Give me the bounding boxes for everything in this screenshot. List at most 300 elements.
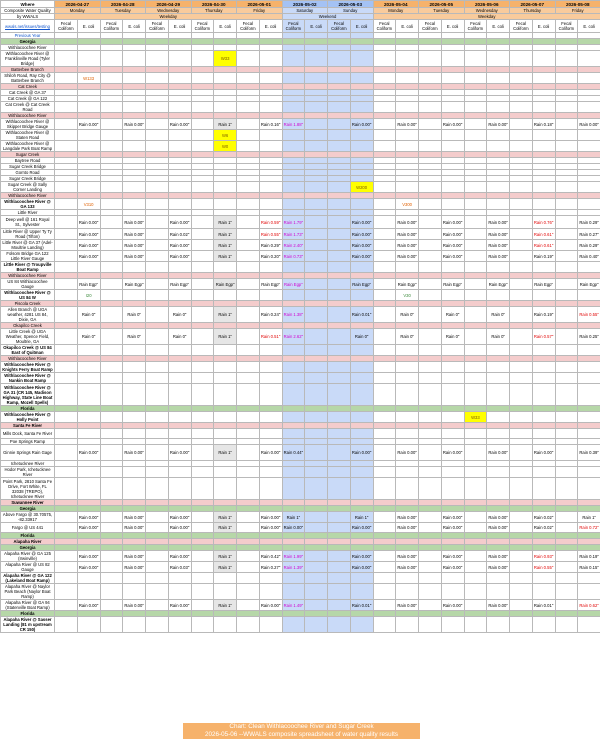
data-cell[interactable] xyxy=(555,216,578,229)
rain-cell[interactable]: Rain 0.29" xyxy=(578,216,600,229)
rain-cell[interactable]: Rain 0.19" xyxy=(578,551,600,562)
rain-cell[interactable]: Rain 0.42" xyxy=(259,551,282,562)
data-cell[interactable] xyxy=(487,467,510,478)
data-cell[interactable] xyxy=(305,523,328,533)
data-cell[interactable] xyxy=(55,51,78,67)
data-cell[interactable] xyxy=(532,384,555,406)
data-cell[interactable] xyxy=(532,429,555,439)
rain-cell[interactable]: Rain 0.00" xyxy=(396,229,419,240)
data-cell[interactable] xyxy=(396,182,419,193)
data-cell[interactable] xyxy=(123,130,146,141)
data-cell[interactable] xyxy=(100,600,123,611)
data-cell[interactable] xyxy=(191,384,214,406)
data-cell[interactable] xyxy=(168,362,191,373)
rain-cell[interactable]: Rain 1" xyxy=(578,512,600,523)
rain-cell[interactable]: Rain 0.00" xyxy=(532,445,555,461)
data-cell[interactable] xyxy=(55,262,78,273)
data-cell[interactable] xyxy=(168,73,191,84)
sample-result-cell[interactable]: W200 xyxy=(350,182,373,193)
data-cell[interactable] xyxy=(464,73,487,84)
data-cell[interactable] xyxy=(510,279,533,290)
data-cell[interactable] xyxy=(259,130,282,141)
rain-cell[interactable]: Rain 0.00" xyxy=(123,512,146,523)
rain-cell[interactable]: Rain 0.00" xyxy=(123,119,146,130)
data-cell[interactable] xyxy=(55,445,78,461)
data-cell[interactable] xyxy=(100,384,123,406)
data-cell[interactable] xyxy=(373,584,396,600)
rain-cell[interactable]: Rain 0.15" xyxy=(578,562,600,573)
data-cell[interactable] xyxy=(532,141,555,152)
data-cell[interactable] xyxy=(373,445,396,461)
data-cell[interactable] xyxy=(396,262,419,273)
data-cell[interactable] xyxy=(123,478,146,500)
data-cell[interactable] xyxy=(305,251,328,262)
data-cell[interactable] xyxy=(305,445,328,461)
rain-cell[interactable]: Rain 0.72" xyxy=(578,523,600,533)
data-cell[interactable] xyxy=(464,290,487,301)
rain-cell[interactable]: Rain 0.39" xyxy=(578,445,600,461)
data-cell[interactable] xyxy=(350,384,373,406)
data-cell[interactable] xyxy=(237,600,260,611)
data-cell[interactable] xyxy=(100,290,123,301)
data-cell[interactable] xyxy=(237,229,260,240)
data-cell[interactable] xyxy=(464,141,487,152)
rain-cell[interactable]: Rain 0.00" xyxy=(396,251,419,262)
data-cell[interactable] xyxy=(419,130,442,141)
data-cell[interactable] xyxy=(214,73,237,84)
data-cell[interactable] xyxy=(305,130,328,141)
data-cell[interactable] xyxy=(123,51,146,67)
rain-cell[interactable]: Rain 0.00" xyxy=(441,512,464,523)
data-cell[interactable] xyxy=(123,373,146,384)
data-cell[interactable] xyxy=(237,73,260,84)
rain-cell[interactable]: Rain 0.24" xyxy=(259,307,282,323)
rain-cell[interactable]: Rain 0.00" xyxy=(396,523,419,533)
data-cell[interactable] xyxy=(373,384,396,406)
data-cell[interactable] xyxy=(555,384,578,406)
data-cell[interactable] xyxy=(168,412,191,423)
data-cell[interactable] xyxy=(532,51,555,67)
data-cell[interactable] xyxy=(237,290,260,301)
data-cell[interactable] xyxy=(555,345,578,356)
data-cell[interactable] xyxy=(373,373,396,384)
data-cell[interactable] xyxy=(555,73,578,84)
rain-cell[interactable]: Rain 1" xyxy=(214,240,237,251)
data-cell[interactable] xyxy=(237,329,260,345)
data-cell[interactable] xyxy=(305,412,328,423)
data-cell[interactable] xyxy=(419,240,442,251)
rain-cell[interactable]: Rain 0.00" xyxy=(259,600,282,611)
data-cell[interactable] xyxy=(510,229,533,240)
data-cell[interactable] xyxy=(55,251,78,262)
data-cell[interactable] xyxy=(510,478,533,500)
data-cell[interactable] xyxy=(373,523,396,533)
data-cell[interactable] xyxy=(578,199,600,210)
data-cell[interactable] xyxy=(146,600,169,611)
data-cell[interactable] xyxy=(259,345,282,356)
rain-cell[interactable]: Rain 1.39" xyxy=(282,562,305,573)
rain-cell[interactable]: Rain 0.93" xyxy=(532,551,555,562)
data-cell[interactable] xyxy=(464,467,487,478)
rain-cell[interactable]: Rain 1" xyxy=(282,512,305,523)
data-cell[interactable] xyxy=(487,262,510,273)
rain-cell[interactable]: Rain 0.00" xyxy=(350,240,373,251)
data-cell[interactable] xyxy=(259,141,282,152)
data-cell[interactable] xyxy=(55,73,78,84)
data-cell[interactable] xyxy=(305,262,328,273)
data-cell[interactable] xyxy=(259,467,282,478)
data-cell[interactable] xyxy=(191,467,214,478)
data-cell[interactable] xyxy=(464,279,487,290)
data-cell[interactable] xyxy=(578,573,600,584)
data-cell[interactable] xyxy=(100,573,123,584)
data-cell[interactable] xyxy=(237,51,260,67)
data-cell[interactable] xyxy=(305,384,328,406)
data-cell[interactable] xyxy=(191,262,214,273)
rain-cell[interactable]: Rain 1" xyxy=(214,512,237,523)
rain-cell[interactable]: Rain 0.00" xyxy=(441,551,464,562)
data-cell[interactable] xyxy=(328,279,351,290)
data-cell[interactable] xyxy=(328,478,351,500)
data-cell[interactable] xyxy=(578,102,600,113)
data-cell[interactable] xyxy=(464,240,487,251)
data-cell[interactable] xyxy=(464,262,487,273)
rain-cell[interactable]: Rain Egp" xyxy=(487,279,510,290)
data-cell[interactable] xyxy=(419,251,442,262)
data-cell[interactable] xyxy=(146,130,169,141)
data-cell[interactable] xyxy=(191,102,214,113)
rain-cell[interactable]: Rain 0.25" xyxy=(578,329,600,345)
data-cell[interactable] xyxy=(532,345,555,356)
rain-cell[interactable]: Rain 0.00" xyxy=(441,240,464,251)
data-cell[interactable] xyxy=(305,562,328,573)
data-cell[interactable] xyxy=(464,523,487,533)
rain-cell[interactable]: Rain 0.00" xyxy=(350,216,373,229)
data-cell[interactable] xyxy=(464,362,487,373)
data-cell[interactable] xyxy=(464,562,487,573)
data-cell[interactable] xyxy=(487,584,510,600)
data-cell[interactable] xyxy=(396,384,419,406)
data-cell[interactable] xyxy=(464,384,487,406)
data-cell[interactable] xyxy=(237,307,260,323)
date-header[interactable]: 2026-04-28 xyxy=(100,1,146,8)
data-cell[interactable] xyxy=(350,345,373,356)
data-cell[interactable] xyxy=(441,373,464,384)
data-cell[interactable] xyxy=(555,562,578,573)
rain-cell[interactable]: Rain 0.00" xyxy=(441,523,464,533)
data-cell[interactable] xyxy=(419,102,442,113)
data-cell[interactable] xyxy=(373,412,396,423)
data-cell[interactable] xyxy=(555,584,578,600)
data-cell[interactable] xyxy=(168,617,191,633)
data-cell[interactable] xyxy=(55,307,78,323)
data-cell[interactable] xyxy=(328,130,351,141)
date-header[interactable]: 2026-04-27 xyxy=(55,1,101,8)
data-cell[interactable] xyxy=(396,73,419,84)
data-cell[interactable] xyxy=(100,467,123,478)
data-cell[interactable] xyxy=(396,51,419,67)
rain-cell[interactable]: Rain 0.00" xyxy=(396,119,419,130)
data-cell[interactable] xyxy=(578,412,600,423)
rain-cell[interactable]: Rain 0.00" xyxy=(396,551,419,562)
date-header[interactable]: 2026-05-02 xyxy=(282,1,328,8)
rain-cell[interactable]: Rain 0.00" xyxy=(259,445,282,461)
data-cell[interactable] xyxy=(146,73,169,84)
data-cell[interactable] xyxy=(464,119,487,130)
data-cell[interactable] xyxy=(55,182,78,193)
data-cell[interactable] xyxy=(77,384,100,406)
rain-cell[interactable]: Rain 0.00" xyxy=(396,216,419,229)
data-cell[interactable] xyxy=(305,573,328,584)
data-cell[interactable] xyxy=(191,290,214,301)
data-cell[interactable] xyxy=(419,216,442,229)
rain-cell[interactable]: Rain 0.00" xyxy=(77,551,100,562)
data-cell[interactable] xyxy=(396,429,419,439)
rain-cell[interactable]: Rain 0.00" xyxy=(77,240,100,251)
data-cell[interactable] xyxy=(305,345,328,356)
data-cell[interactable] xyxy=(282,290,305,301)
data-cell[interactable] xyxy=(373,573,396,584)
data-cell[interactable] xyxy=(419,562,442,573)
data-cell[interactable] xyxy=(578,51,600,67)
rain-cell[interactable]: Rain Egp" xyxy=(396,279,419,290)
data-cell[interactable] xyxy=(191,362,214,373)
data-cell[interactable] xyxy=(100,216,123,229)
data-cell[interactable] xyxy=(55,412,78,423)
data-cell[interactable] xyxy=(146,562,169,573)
data-cell[interactable] xyxy=(191,584,214,600)
data-cell[interactable] xyxy=(419,290,442,301)
data-cell[interactable] xyxy=(555,523,578,533)
data-cell[interactable] xyxy=(419,182,442,193)
data-cell[interactable] xyxy=(305,229,328,240)
data-cell[interactable] xyxy=(419,478,442,500)
data-cell[interactable] xyxy=(237,384,260,406)
rain-cell[interactable]: Rain 0.19" xyxy=(532,307,555,323)
data-cell[interactable] xyxy=(464,551,487,562)
sample-result-cell[interactable]: W6 xyxy=(214,130,237,141)
data-cell[interactable] xyxy=(328,73,351,84)
rain-cell[interactable]: Rain 0.18" xyxy=(532,119,555,130)
rain-cell[interactable]: Rain 2.40" xyxy=(282,240,305,251)
data-cell[interactable] xyxy=(168,262,191,273)
data-cell[interactable] xyxy=(419,429,442,439)
data-cell[interactable] xyxy=(373,251,396,262)
data-cell[interactable] xyxy=(510,573,533,584)
data-cell[interactable] xyxy=(282,412,305,423)
data-cell[interactable] xyxy=(555,617,578,633)
data-cell[interactable] xyxy=(77,584,100,600)
data-cell[interactable] xyxy=(328,617,351,633)
data-cell[interactable] xyxy=(373,182,396,193)
data-cell[interactable] xyxy=(237,429,260,439)
data-cell[interactable] xyxy=(237,373,260,384)
data-cell[interactable] xyxy=(578,478,600,500)
data-cell[interactable] xyxy=(168,182,191,193)
rain-cell[interactable]: Rain 0.00" xyxy=(168,551,191,562)
data-cell[interactable] xyxy=(305,73,328,84)
data-cell[interactable] xyxy=(396,573,419,584)
data-cell[interactable] xyxy=(510,141,533,152)
sample-result-cell[interactable]: W33 xyxy=(464,412,487,423)
data-cell[interactable] xyxy=(282,617,305,633)
data-cell[interactable] xyxy=(441,102,464,113)
data-cell[interactable] xyxy=(555,119,578,130)
data-cell[interactable] xyxy=(373,199,396,210)
data-cell[interactable] xyxy=(350,373,373,384)
data-cell[interactable] xyxy=(328,290,351,301)
data-cell[interactable] xyxy=(191,119,214,130)
data-cell[interactable] xyxy=(100,345,123,356)
rain-cell[interactable]: Rain 0.00" xyxy=(396,240,419,251)
data-cell[interactable] xyxy=(419,512,442,523)
data-cell[interactable] xyxy=(350,584,373,600)
data-cell[interactable] xyxy=(555,141,578,152)
data-cell[interactable] xyxy=(373,429,396,439)
date-header[interactable]: 2026-05-03 xyxy=(328,1,374,8)
data-cell[interactable] xyxy=(146,240,169,251)
data-cell[interactable] xyxy=(396,141,419,152)
data-cell[interactable] xyxy=(123,467,146,478)
data-cell[interactable] xyxy=(441,362,464,373)
data-cell[interactable] xyxy=(191,216,214,229)
data-cell[interactable] xyxy=(55,329,78,345)
data-cell[interactable] xyxy=(328,467,351,478)
data-cell[interactable] xyxy=(214,478,237,500)
data-cell[interactable] xyxy=(464,512,487,523)
data-cell[interactable] xyxy=(146,523,169,533)
data-cell[interactable] xyxy=(441,73,464,84)
data-cell[interactable] xyxy=(55,229,78,240)
data-cell[interactable] xyxy=(555,251,578,262)
data-cell[interactable] xyxy=(487,290,510,301)
data-cell[interactable] xyxy=(555,102,578,113)
data-cell[interactable] xyxy=(282,384,305,406)
data-cell[interactable] xyxy=(305,119,328,130)
data-cell[interactable] xyxy=(146,279,169,290)
data-cell[interactable] xyxy=(350,467,373,478)
data-cell[interactable] xyxy=(510,445,533,461)
data-cell[interactable] xyxy=(168,373,191,384)
data-cell[interactable] xyxy=(214,262,237,273)
data-cell[interactable] xyxy=(373,617,396,633)
rain-cell[interactable]: Rain 0.00" xyxy=(487,512,510,523)
data-cell[interactable] xyxy=(328,262,351,273)
rain-cell[interactable]: Rain 0.55" xyxy=(578,307,600,323)
data-cell[interactable] xyxy=(510,345,533,356)
data-cell[interactable] xyxy=(55,362,78,373)
data-cell[interactable] xyxy=(350,290,373,301)
data-cell[interactable] xyxy=(100,478,123,500)
data-cell[interactable] xyxy=(282,362,305,373)
data-cell[interactable] xyxy=(464,373,487,384)
data-cell[interactable] xyxy=(510,551,533,562)
rain-cell[interactable]: Rain 0.00" xyxy=(168,119,191,130)
data-cell[interactable] xyxy=(305,617,328,633)
data-cell[interactable] xyxy=(487,130,510,141)
data-cell[interactable] xyxy=(237,445,260,461)
data-cell[interactable] xyxy=(146,373,169,384)
data-cell[interactable] xyxy=(396,412,419,423)
data-cell[interactable] xyxy=(464,345,487,356)
rain-cell[interactable]: Rain 0.00" xyxy=(77,600,100,611)
data-cell[interactable] xyxy=(350,130,373,141)
rain-cell[interactable]: Rain 0.20" xyxy=(259,251,282,262)
data-cell[interactable] xyxy=(214,412,237,423)
data-cell[interactable] xyxy=(55,512,78,523)
data-cell[interactable] xyxy=(237,412,260,423)
rain-cell[interactable]: Rain Egp" xyxy=(77,279,100,290)
data-cell[interactable] xyxy=(55,551,78,562)
rain-cell[interactable]: Rain 0.55" xyxy=(532,562,555,573)
data-cell[interactable] xyxy=(328,329,351,345)
data-cell[interactable] xyxy=(191,523,214,533)
data-cell[interactable] xyxy=(555,307,578,323)
sample-result-cell[interactable]: V310 xyxy=(77,199,100,210)
data-cell[interactable] xyxy=(373,130,396,141)
data-cell[interactable] xyxy=(373,307,396,323)
data-cell[interactable] xyxy=(123,262,146,273)
data-cell[interactable] xyxy=(373,216,396,229)
data-cell[interactable] xyxy=(237,573,260,584)
rain-cell[interactable]: Rain 1" xyxy=(214,445,237,461)
data-cell[interactable] xyxy=(77,141,100,152)
rain-cell[interactable]: Rain Egp" xyxy=(441,279,464,290)
data-cell[interactable] xyxy=(191,573,214,584)
data-cell[interactable] xyxy=(55,279,78,290)
data-cell[interactable] xyxy=(510,429,533,439)
date-header[interactable]: 2026-04-29 xyxy=(146,1,192,8)
data-cell[interactable] xyxy=(510,617,533,633)
data-cell[interactable] xyxy=(487,51,510,67)
sample-result-cell[interactable]: I20 xyxy=(77,290,100,301)
data-cell[interactable] xyxy=(237,584,260,600)
data-cell[interactable] xyxy=(259,584,282,600)
rain-cell[interactable]: Rain 0.00" xyxy=(77,216,100,229)
date-header[interactable]: 2026-05-06 xyxy=(464,1,510,8)
data-cell[interactable] xyxy=(419,617,442,633)
rain-cell[interactable]: Rain 0.00" xyxy=(168,445,191,461)
data-cell[interactable] xyxy=(555,199,578,210)
data-cell[interactable] xyxy=(146,229,169,240)
data-cell[interactable] xyxy=(191,429,214,439)
data-cell[interactable] xyxy=(328,600,351,611)
data-cell[interactable] xyxy=(77,345,100,356)
rain-cell[interactable]: Rain 0.00" xyxy=(77,229,100,240)
data-cell[interactable] xyxy=(259,51,282,67)
rain-cell[interactable]: Rain 0.00" xyxy=(487,229,510,240)
data-cell[interactable] xyxy=(146,290,169,301)
data-cell[interactable] xyxy=(464,199,487,210)
rain-cell[interactable]: Rain 1.79" xyxy=(282,216,305,229)
data-cell[interactable] xyxy=(168,478,191,500)
rain-cell[interactable]: Rain 0.00" xyxy=(168,512,191,523)
data-cell[interactable] xyxy=(464,307,487,323)
data-cell[interactable] xyxy=(214,345,237,356)
data-cell[interactable] xyxy=(259,573,282,584)
data-cell[interactable] xyxy=(214,102,237,113)
data-cell[interactable] xyxy=(441,467,464,478)
data-cell[interactable] xyxy=(55,130,78,141)
data-cell[interactable] xyxy=(55,290,78,301)
data-cell[interactable] xyxy=(487,345,510,356)
data-cell[interactable] xyxy=(237,262,260,273)
data-cell[interactable] xyxy=(191,329,214,345)
data-cell[interactable] xyxy=(510,600,533,611)
data-cell[interactable] xyxy=(237,251,260,262)
data-cell[interactable] xyxy=(396,478,419,500)
data-cell[interactable] xyxy=(441,51,464,67)
